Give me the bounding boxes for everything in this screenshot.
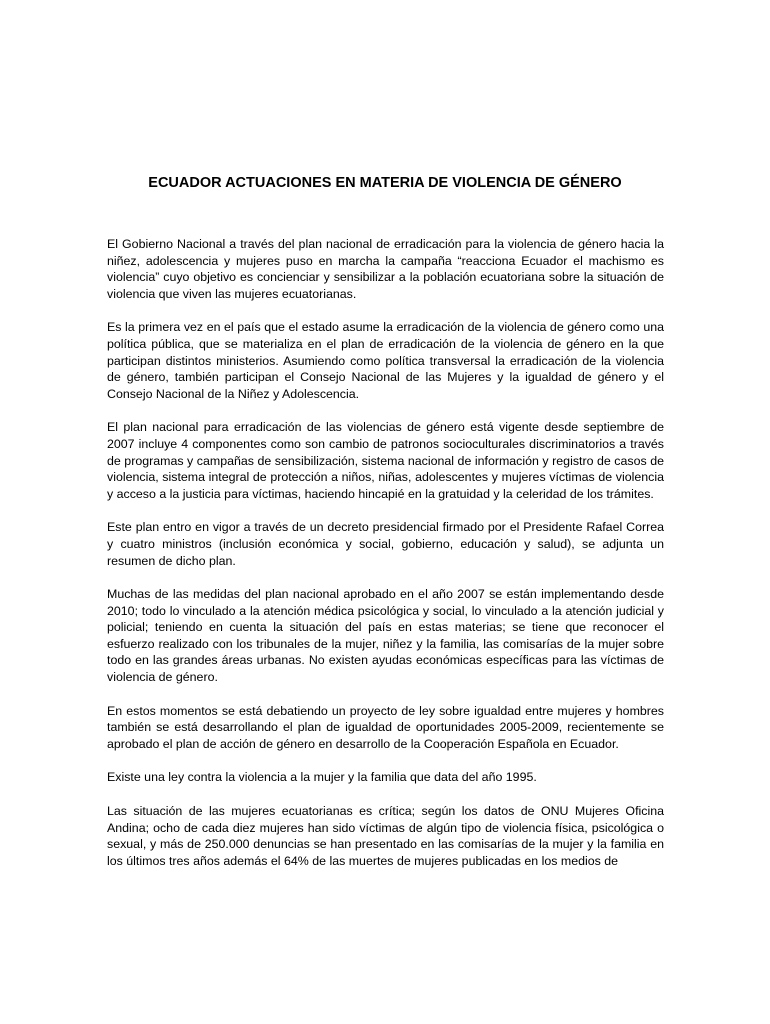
document-body [107, 236, 664, 886]
paragraph: Existe una ley contra la violencia a la mujer y la familia que data del año 1995. [107, 770, 537, 785]
paragraph: Muchas de las medidas del plan nacional aprobado en el año 2007 se están implementando desde 2010; todo lo vinculado a la atención médica psicológica y social, lo vinculado a la atención judicial y policial; teniendo en cuenta la situación del país en estas materias; se tiene que reconocer el esfuerzo realizado con los tribunales de la mujer, niñez y la familia, las comisarías de la mujer sobre todo en las grandes áreas urbanas. No existen ayudas económicas específicas para las víctimas de violencia de género. [107, 587, 664, 685]
paragraph: Es la primera vez en el país que el estado asume la erradicación de la violencia de género como una política pública, que se materializa en el plan de erradicación de la violencia de género en la que participan distintos ministerios. Asumiendo como política transversal la erradicación de la violencia de género, también participan el Consejo Nacional de las Mujeres y la igualdad de género y el Consejo Nacional de la Niñez y Adolescencia. [107, 320, 664, 401]
paragraph: En estos momentos se está debatiendo un proyecto de ley sobre igualdad entre mujeres y hombres también se está desarrollando el plan de igualdad de oportunidades 2005-2009, recientemente se aprobado el plan de acción de género en desarrollo de la Cooperación Española en Ecuador. [107, 703, 664, 751]
document-title: ECUADOR ACTUACIONES EN MATERIA DE VIOLENCIA DE GÉNERO [148, 175, 622, 191]
paragraph: El plan nacional para erradicación de las violencias de género está vigente desde septiembre de 2007 incluye 4 componentes como son cambio de patronos socioculturales discriminatorios a través de programas y campañas de sensibilización, sistema nacional de información y registro de casos de violencia, sistema integral de protección a niños, niñas, adolescentes y mujeres víctimas de violencia y acceso a la justicia para víctimas, haciendo hincapié en la gratuidad y la celeridad de los trámites. [107, 420, 664, 501]
paragraph: Este plan entro en vigor a través de un decreto presidencial firmado por el Presidente Rafael Correa y cuatro ministros (inclusión económica y social, gobierno, educación y salud), se adjunta un resumen de dicho plan. [107, 520, 664, 568]
paragraph: El Gobierno Nacional a través del plan nacional de erradicación para la violencia de género hacia la niñez, adolescencia y mujeres puso en marcha la campaña “reacciona Ecuador el machismo es violencia” cuyo objetivo es concienciar y sensibilizar a la población ecuatoriana sobre la situación de violencia que viven las mujeres ecuatorianas. [107, 237, 664, 301]
paragraph: Las situación de las mujeres ecuatorianas es crítica; según los datos de ONU Mujeres Oficina Andina; ocho de cada diez mujeres han sido víctimas de algún tipo de violencia física, psicológica o sexual, y más de 250.000 denuncias se han presentado en las comisarías de la mujer y la familia en los últimos tres años además el 64% de las muertes de mujeres publicadas en los medios de [107, 804, 664, 868]
